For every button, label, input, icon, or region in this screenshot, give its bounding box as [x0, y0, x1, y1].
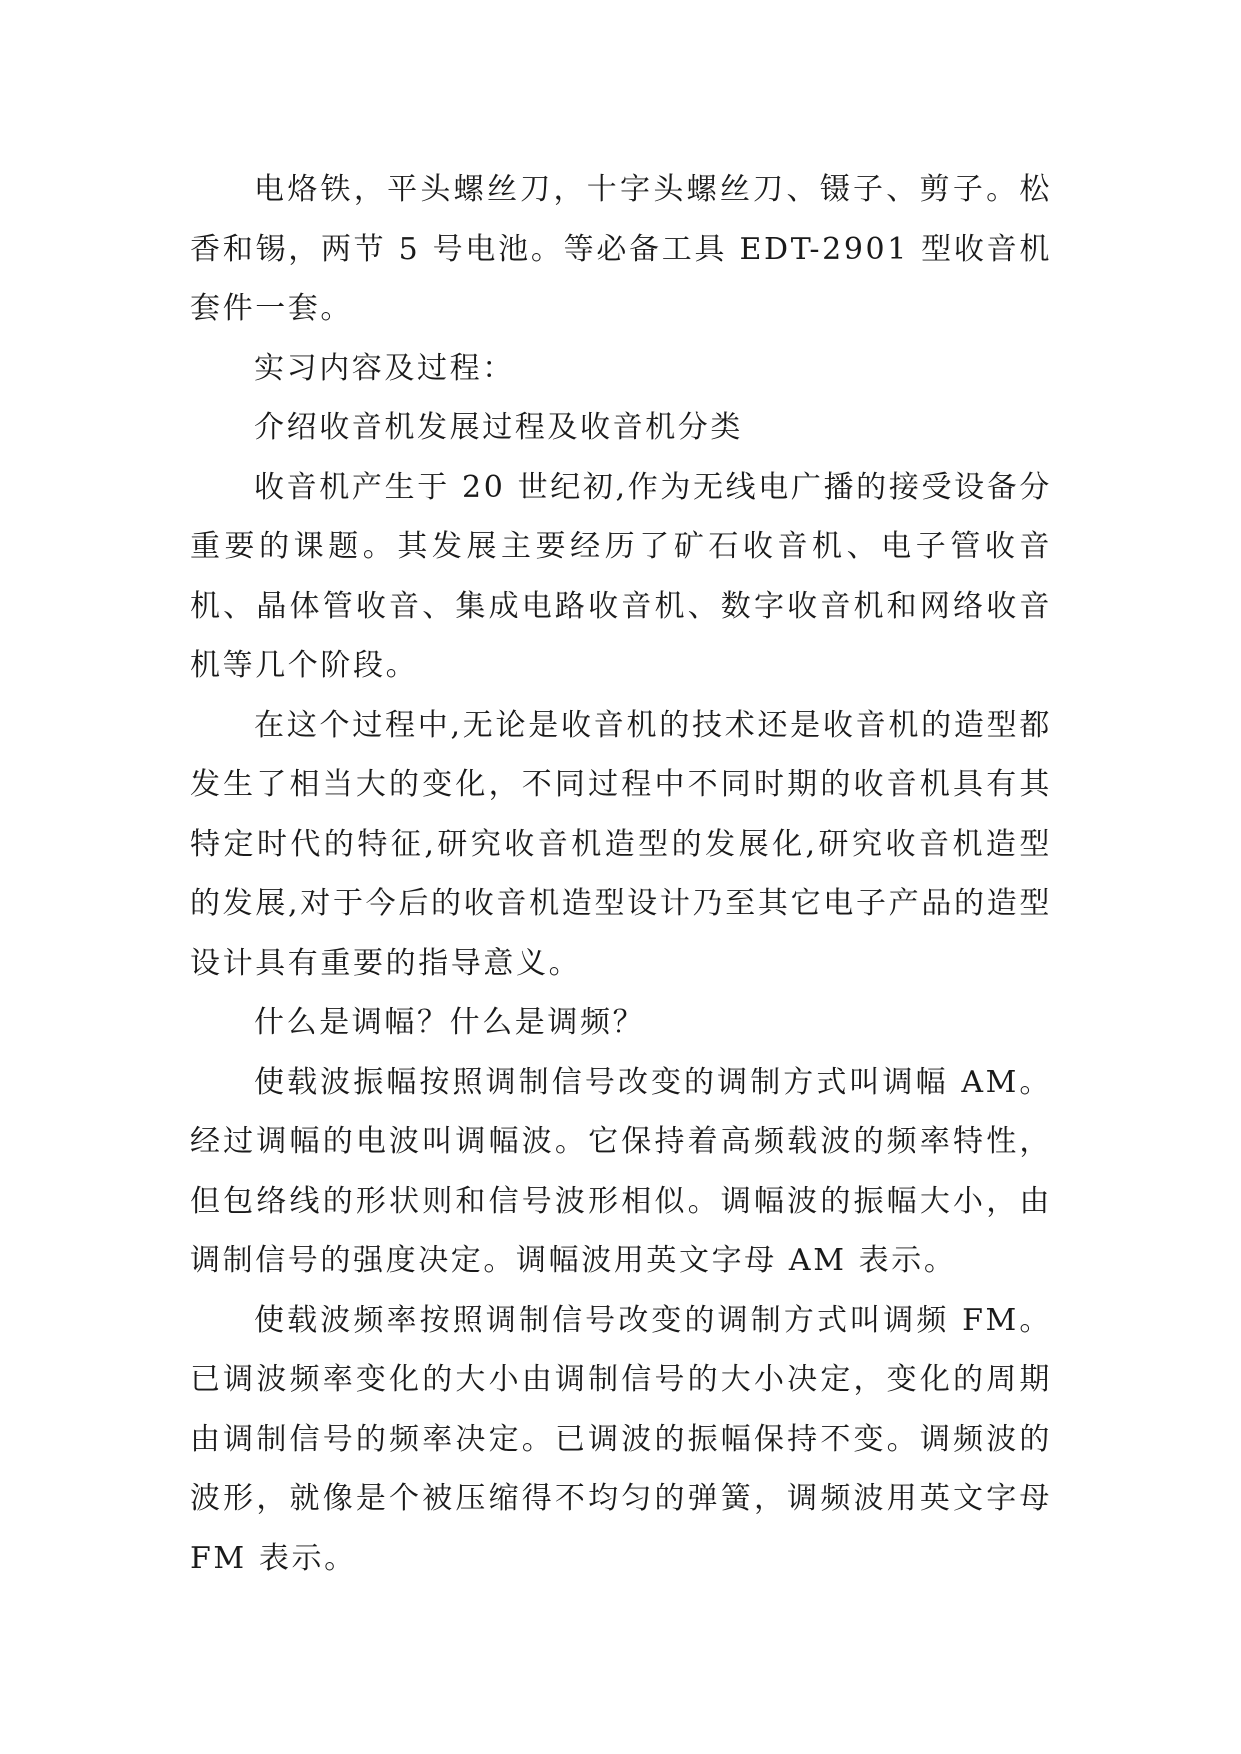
paragraph-radio-origin: 收音机产生于 20 世纪初,作为无线电广播的接受设备分重要的课题。其发展主要经历了矿石收音机、电子管收音机、晶体管收音、集成电路收音机、数字收音机和网络收音机等几个阶段。 — [190, 469, 1052, 683]
document-page — [190, 160, 1052, 1588]
paragraph-tools: 电烙铁，平头螺丝刀，十字头螺丝刀、镊子、剪子。松香和锡，两节 5 号电池。等必备工具 EDT-2901 型收音机套件一套。 — [190, 172, 1052, 326]
section-heading-radio-history: 介绍收音机发展过程及收音机分类 — [254, 410, 743, 445]
section-heading-content: 实习内容及过程： — [254, 350, 515, 386]
section-heading-am-fm: 什么是调幅？什么是调频？ — [254, 1005, 646, 1040]
paragraph-fm: 使载波频率按照调制信号改变的调制方式叫调频 FM。已调波频率变化的大小由调制信号的大小决定，变化的周期由调制信号的频率决定。已调波的振幅保持不变。调频波的波形，就像是个被压缩得不均匀的弹簧，调频波用英文字母 FM 表示。 — [190, 1302, 1052, 1576]
paragraph-am: 使载波振幅按照调制信号改变的调制方式叫调幅 AM。经过调幅的电波叫调幅波。它保持着高频载波的频率特性，但包络线的形状则和信号波形相似。调幅波的振幅大小，由调制信号的强度决定。调幅波用英文字母 AM 表示。 — [190, 1064, 1052, 1278]
paragraph-radio-design: 在这个过程中,无论是收音机的技术还是收音机的造型都发生了相当大的变化，不同过程中不同时期的收音机具有其特定时代的特征,研究收音机造型的发展化,研究收音机造型的发展,对于今后的收音机造型设计乃至其它电子产品的造型设计具有重要的指导意义。 — [190, 707, 1052, 981]
